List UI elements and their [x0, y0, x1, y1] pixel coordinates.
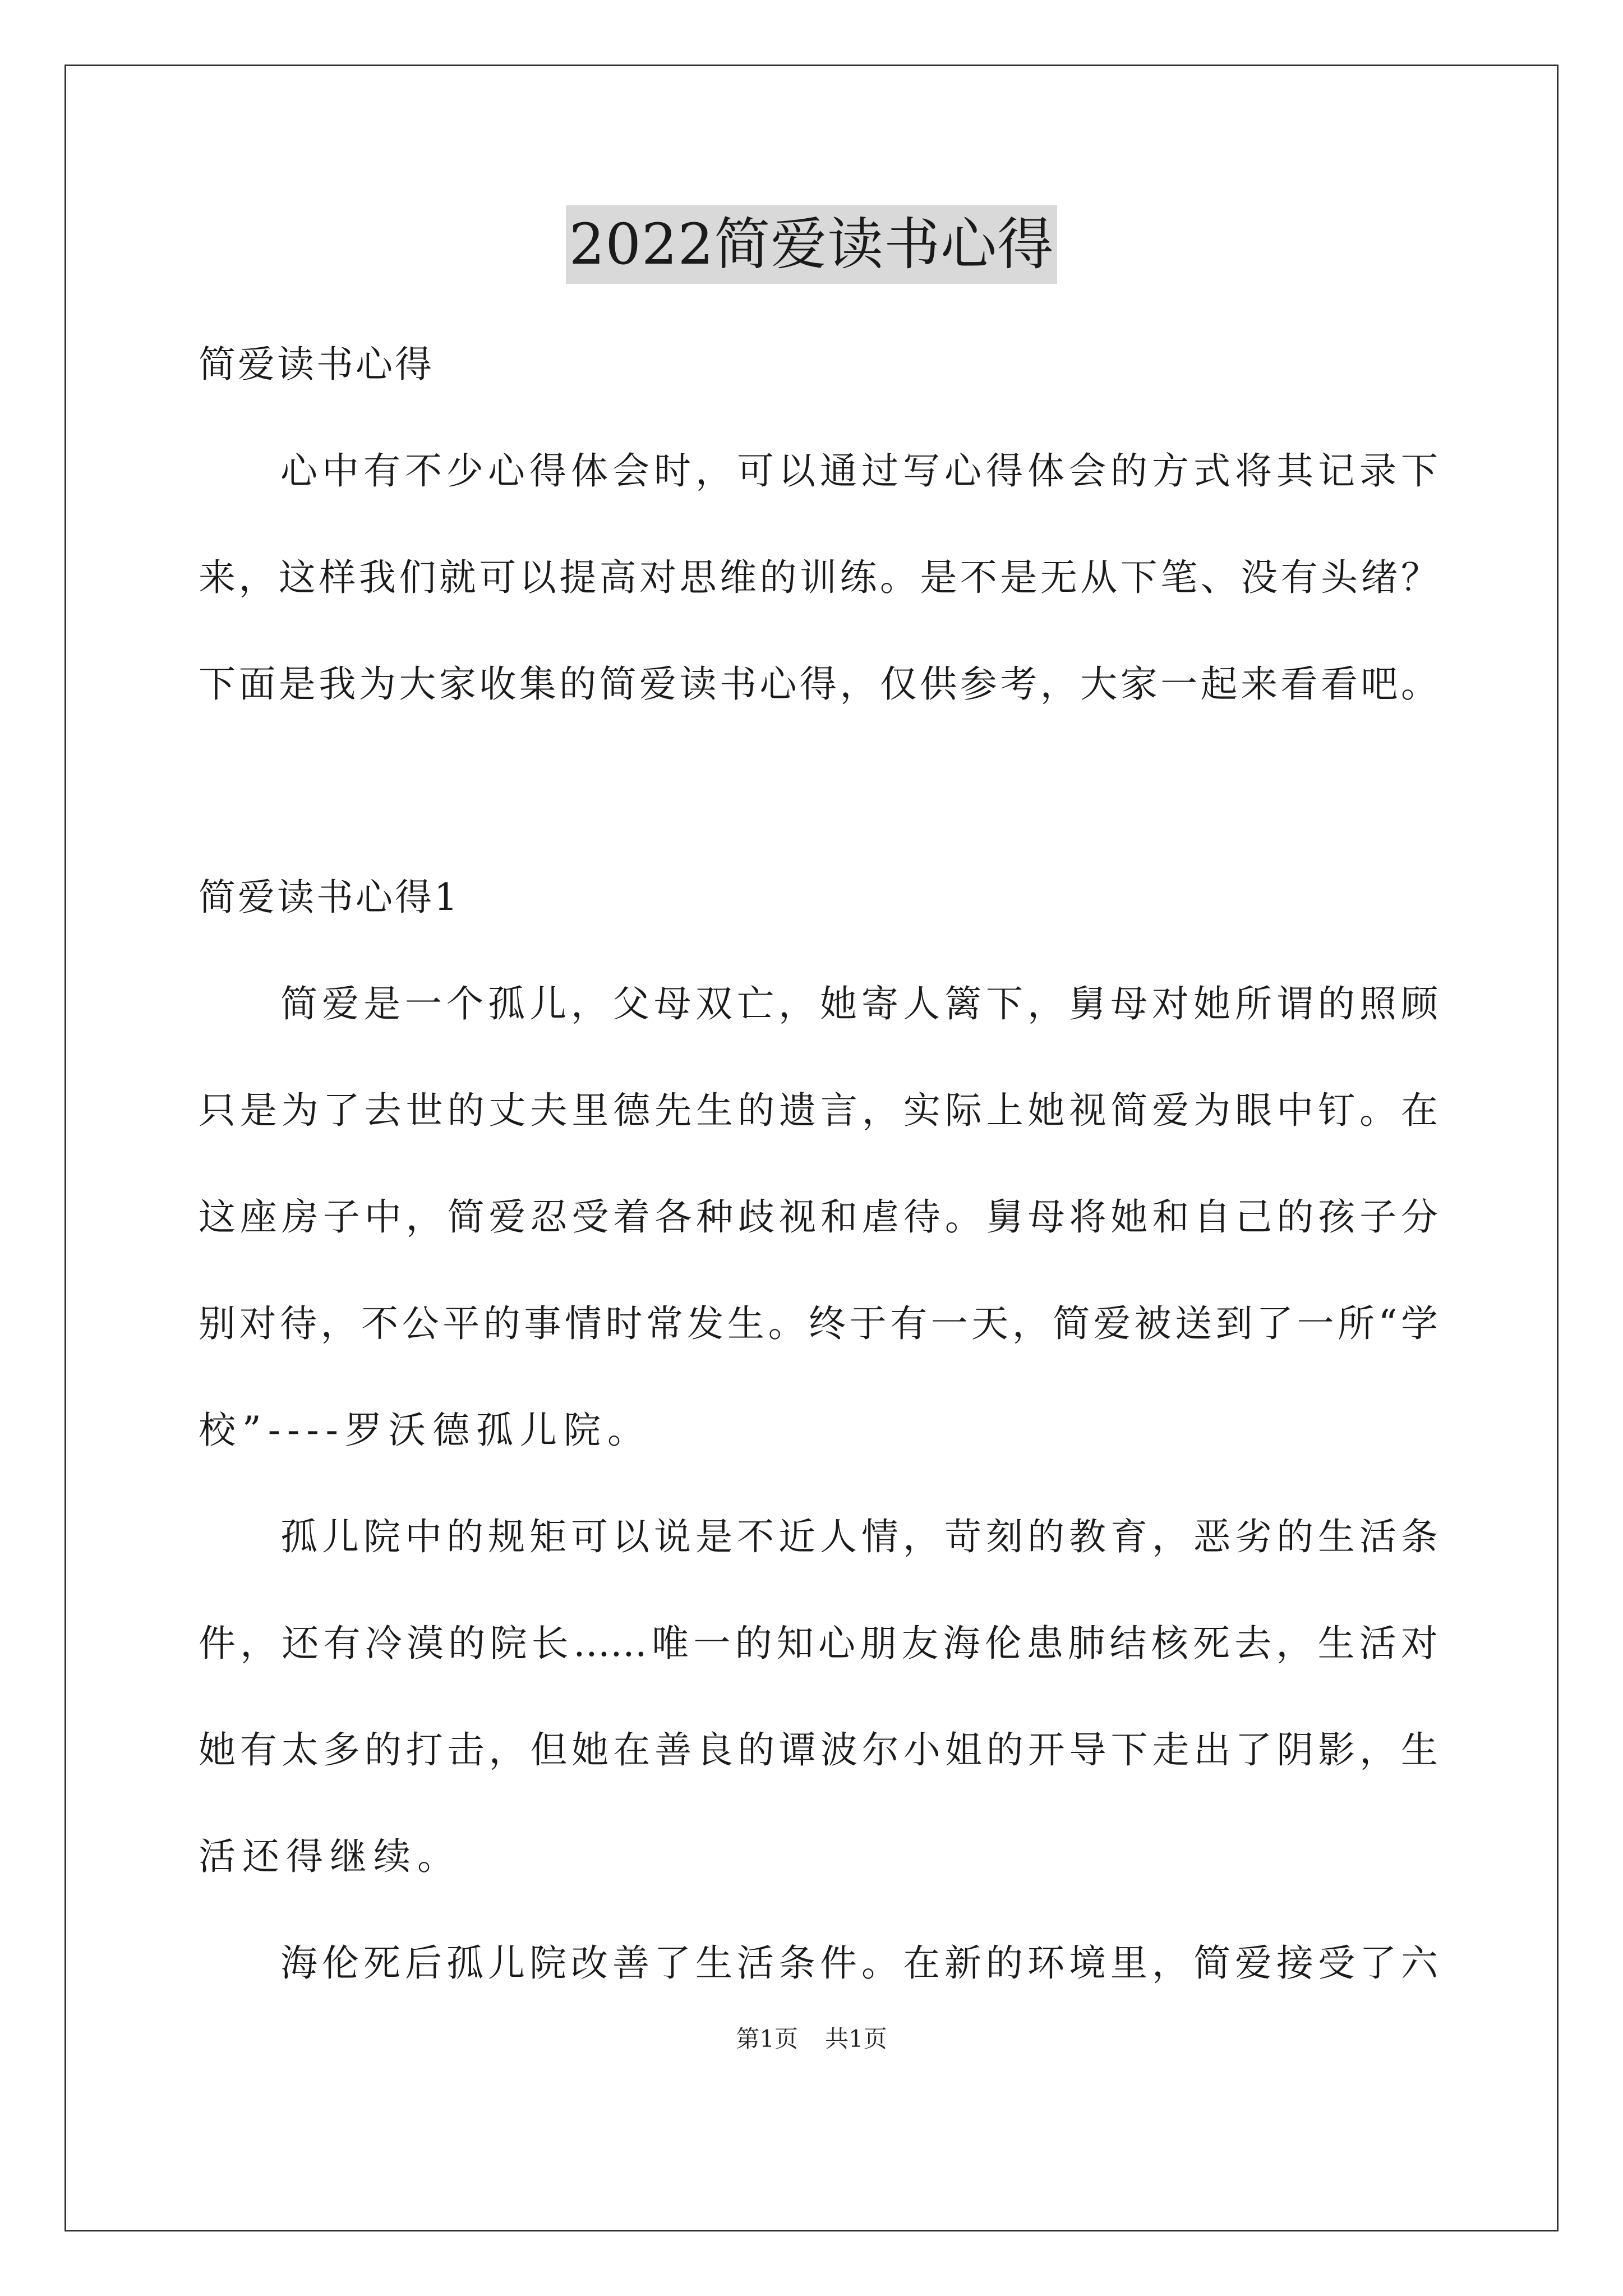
section-heading-1: 简爱读书心得1	[199, 876, 460, 919]
para2-line-4: 活还得继续。	[199, 1835, 461, 1878]
document-body	[199, 311, 1438, 2017]
intro-line-2: 来，这样我们就可以提高对思维的训练。是不是无从下笔、没有头绪？	[199, 556, 1438, 599]
title-container	[0, 205, 1623, 284]
para3-line-1: 海伦死后孤儿院改善了生活条件。在新的环境里，简爱接受了六	[280, 1941, 1438, 1985]
page-number-label: 第1页	[736, 2025, 798, 2053]
para2-line-3: 她有太多的打击，但她在善良的谭波尔小姐的开导下走出了阴影，生	[199, 1728, 1438, 1772]
para2-line-2: 件，还有冷漠的院长……唯一的知心朋友海伦患肺结核死去，生活对	[199, 1622, 1438, 1665]
page-footer	[0, 2022, 1623, 2056]
document-heading: 简爱读书心得	[199, 343, 434, 386]
document-title: 2022简爱读书心得	[566, 205, 1058, 284]
intro-line-1: 心中有不少心得体会时，可以通过写心得体会的方式将其记录下	[280, 449, 1438, 493]
para1-line-2: 只是为了去世的丈夫里德先生的遗言，实际上她视简爱为眼中钉。在	[199, 1089, 1438, 1132]
para1-line-5: 校”----罗沃德孤儿院。	[199, 1409, 651, 1452]
page-total-label: 共1页	[825, 2025, 887, 2053]
para2-line-1: 孤儿院中的规矩可以说是不近人情，苛刻的教育，恶劣的生活条	[280, 1515, 1438, 1558]
para1-line-3: 这座房子中，简爱忍受着各种歧视和虐待。舅母将她和自己的孩子分	[199, 1195, 1438, 1239]
intro-line-3: 下面是我为大家收集的简爱读书心得，仅供参考，大家一起来看看吧。	[199, 662, 1438, 706]
para1-line-4: 别对待，不公平的事情时常发生。终于有一天，简爱被送到了一所“学	[199, 1302, 1438, 1345]
para1-line-1: 简爱是一个孤儿，父母双亡，她寄人篱下，舅母对她所谓的照顾	[280, 982, 1438, 1025]
